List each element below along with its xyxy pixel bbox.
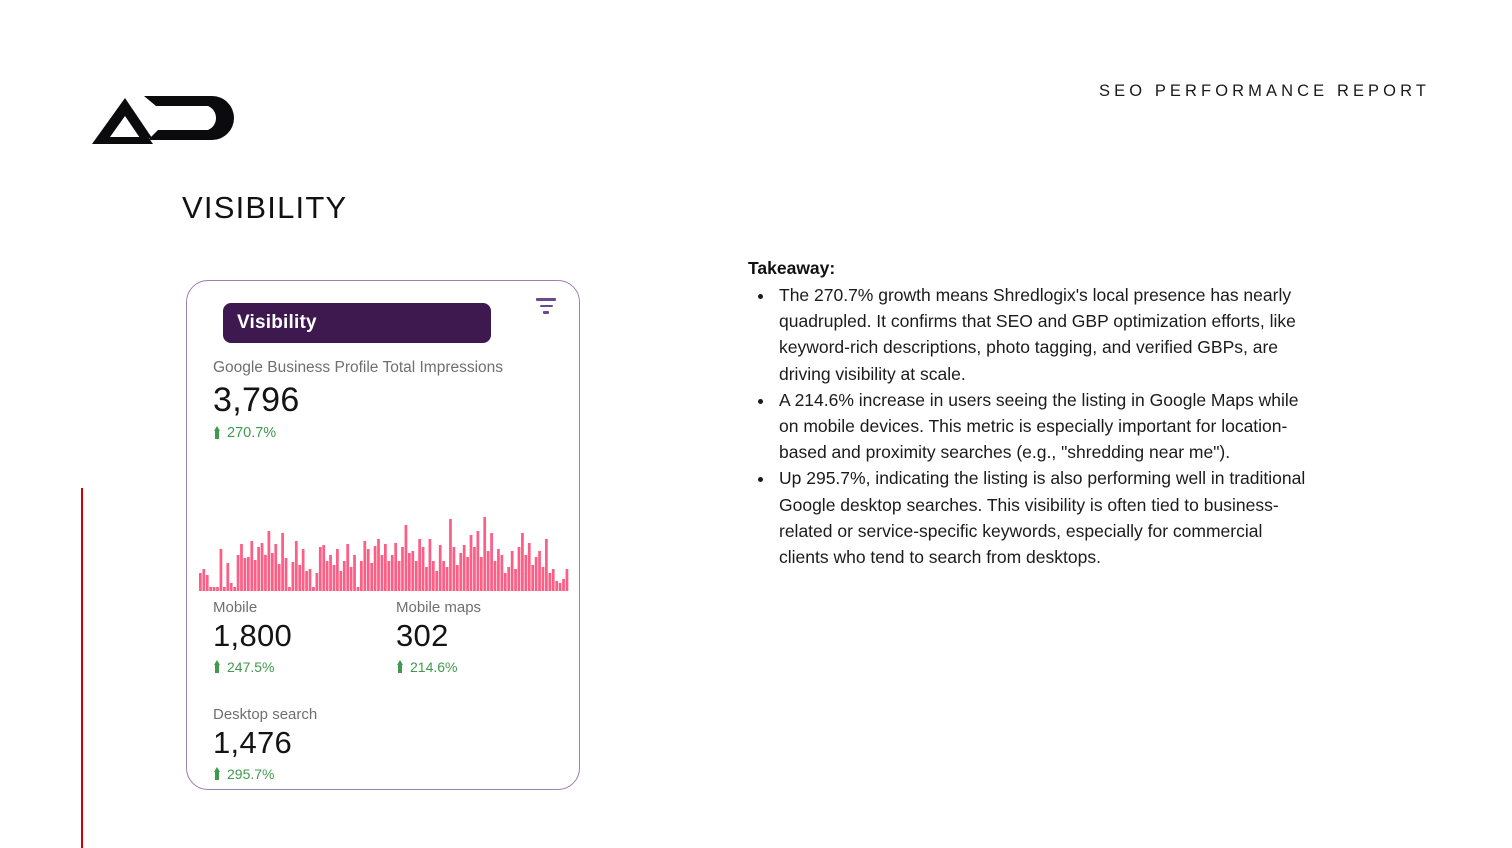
- page-title: VISIBILITY: [182, 190, 348, 225]
- sparkline-bar: [483, 517, 486, 591]
- sparkline-bar: [439, 545, 442, 591]
- sparkline-bar: [387, 561, 390, 591]
- sparkline-bar: [429, 539, 432, 591]
- sparkline-bar: [322, 545, 325, 591]
- sparkline-bar: [459, 553, 462, 591]
- sparkline-bar: [500, 555, 503, 591]
- sparkline-bar: [538, 551, 541, 591]
- sparkline-bar: [370, 563, 373, 591]
- sparkline-bar: [244, 558, 247, 591]
- report-kicker: SEO PERFORMANCE REPORT: [1098, 82, 1430, 100]
- sparkline-bar: [490, 533, 493, 591]
- filter-icon[interactable]: [535, 298, 557, 314]
- sparkline-bar: [315, 573, 318, 591]
- sub-metrics-grid: [213, 599, 553, 782]
- sparkline-bar: [374, 546, 377, 591]
- sparkline-bar: [377, 539, 380, 591]
- sparkline-bar: [278, 564, 281, 591]
- sparkline-bar: [425, 567, 428, 591]
- sparkline-bar: [394, 543, 397, 591]
- filter-icon-bar-middle: [540, 305, 553, 308]
- sparkline-bar: [367, 549, 370, 591]
- sparkline-bar: [480, 557, 483, 591]
- filter-icon-bar-top: [536, 298, 556, 301]
- card-title-badge: [223, 303, 491, 343]
- sparkline-bar: [542, 567, 545, 591]
- sparkline-bar: [415, 561, 418, 591]
- sparkline-bar: [288, 587, 291, 591]
- sparkline-bar: [274, 544, 277, 591]
- sparkline-bar: [473, 547, 476, 591]
- sparkline-bar: [199, 573, 202, 591]
- sparkline-bar: [398, 561, 401, 591]
- sub-metric-delta: [213, 766, 396, 782]
- sub-metric-delta: [213, 659, 396, 675]
- sparkline-bar: [566, 569, 569, 591]
- sparkline-bar: [528, 543, 531, 591]
- sparkline-bar: [507, 567, 510, 591]
- sparkline-bar: [302, 549, 305, 591]
- sub-metric-delta-value: 295.7%: [227, 765, 275, 782]
- sparkline-bar: [449, 519, 452, 591]
- sparkline-bar: [281, 533, 284, 591]
- sparkline-bar: [487, 551, 490, 591]
- primary-metric-label: Google Business Profile Total Impressions: [213, 359, 504, 376]
- takeaway-bullet: • A 214.6% increase in users seeing the listing in Google Maps while on mobile devices. This metric is especially important for location-based and proximity searches (e.g., "shredding near me").: [775, 387, 1308, 466]
- sparkline-bar: [230, 583, 233, 591]
- sparkline-bar: [233, 587, 236, 591]
- sparkline-bar: [442, 561, 445, 591]
- sparkline-bar: [240, 544, 243, 591]
- sub-metric-delta-value: 247.5%: [227, 658, 275, 675]
- sparkline-bar: [353, 555, 356, 591]
- sparkline-bar: [250, 541, 253, 591]
- sparkline-bar: [411, 551, 414, 591]
- sub-metric-label: Desktop search: [213, 705, 318, 723]
- sparkline-bar: [295, 541, 298, 591]
- sparkline-bar: [470, 535, 473, 591]
- visibility-metric-card: [186, 280, 580, 790]
- arrow-up-icon: [213, 767, 221, 780]
- sparkline-bar: [555, 581, 558, 591]
- sparkline-bar: [312, 587, 315, 591]
- sparkline-bar: [220, 549, 223, 591]
- sparkline-bar: [223, 587, 226, 591]
- sparkline-bar: [247, 557, 250, 591]
- sparkline-bar: [206, 575, 209, 591]
- sparkline-bar: [329, 555, 332, 591]
- takeaway-bullet: • Up 295.7%, indicating the listing is also performing well in traditional Google desktop searches. This visibility is often tied to business-related or service-specific keywords, especially for commercial clients who tend to search from desktops.: [775, 465, 1308, 570]
- sparkline-bar: [285, 558, 288, 591]
- sparkline-bar: [209, 587, 212, 591]
- sparkline-bar: [326, 561, 329, 591]
- sparkline-bar: [292, 562, 295, 591]
- sparkline-bar: [494, 561, 497, 591]
- ad-monogram-logo: [88, 92, 238, 148]
- arrow-up-icon: [213, 660, 221, 673]
- sparkline-bar: [548, 573, 551, 591]
- sparkline-bar: [264, 555, 267, 591]
- sparkline-bar: [446, 567, 449, 591]
- sparkline-bar: [514, 569, 517, 591]
- sparkline-bar: [237, 555, 240, 591]
- sparkline-bar: [216, 587, 219, 591]
- sub-metric: [396, 599, 553, 675]
- sparkline-bar: [271, 553, 274, 591]
- sparkline-bar: [213, 587, 216, 591]
- arrow-up-icon: [213, 426, 221, 439]
- sparkline-bar: [518, 547, 521, 591]
- sparkline-bar: [477, 531, 480, 591]
- accent-rule: [81, 488, 83, 848]
- sparkline-bar: [466, 557, 469, 591]
- primary-metric-delta: [213, 425, 553, 441]
- sparkline-bar: [357, 587, 360, 591]
- sparkline-bar: [562, 579, 565, 591]
- sparkline-bar: [401, 547, 404, 591]
- sub-metric-value: 302: [396, 618, 449, 653]
- sparkline-bar: [432, 561, 435, 591]
- sub-metric-label: Mobile maps: [396, 599, 482, 616]
- sparkline-bar: [521, 533, 524, 591]
- arrow-up-icon: [396, 660, 404, 673]
- primary-metric-value: 3,796: [213, 381, 300, 419]
- sparkline-bar: [268, 531, 271, 591]
- sparkline-bar: [453, 547, 456, 591]
- sparkline-bar: [391, 555, 394, 591]
- sparkline-bar: [298, 565, 301, 591]
- sparkline-bar: [435, 571, 438, 591]
- sparkline-bar: [346, 544, 349, 591]
- sub-metric-delta: [396, 659, 553, 675]
- sparkline-bar: [511, 551, 514, 591]
- sparkline-bar: [463, 545, 466, 591]
- takeaway-bullet: • The 270.7% growth means Shredlogix's local presence has nearly quadrupled. It confirms that SEO and GBP optimization efforts, like keyword-rich descriptions, photo tagging, and verified GBPs, are driving visibility at scale.: [775, 282, 1308, 387]
- sparkline-bar: [350, 567, 353, 591]
- sub-metric-value: 1,800: [213, 618, 293, 653]
- sparkline-bar: [545, 539, 548, 591]
- sparkline-bar: [456, 565, 459, 591]
- sparkline-bar: [504, 573, 507, 591]
- sub-metric-label: Mobile: [213, 599, 258, 616]
- sparkline-bar: [363, 541, 366, 591]
- sparkline-bar: [257, 547, 260, 591]
- sparkline-bar: [333, 565, 336, 591]
- sparkline-bar: [343, 561, 346, 591]
- filter-icon-bar-bottom: [543, 311, 549, 314]
- sub-metric: [213, 599, 396, 675]
- sparkline-bar: [305, 571, 308, 591]
- sparkline-bar: [524, 555, 527, 591]
- sparkline-bar: [319, 547, 322, 591]
- sparkline-bar: [226, 563, 229, 591]
- sparkline-bar: [360, 561, 363, 591]
- sparkline-bar: [339, 571, 342, 591]
- sparkline-bar: [261, 543, 264, 591]
- sparkline-bar: [381, 555, 384, 591]
- card-title-label: Visibility: [237, 312, 317, 333]
- impressions-sparkline-chart: [199, 491, 569, 591]
- sparkline-bar: [336, 549, 339, 591]
- sub-metric-value: 1,476: [213, 724, 293, 760]
- primary-metric: [213, 359, 553, 441]
- sparkline-bar: [535, 557, 538, 591]
- sparkline-bar: [405, 525, 408, 591]
- sub-metric-delta-value: 214.6%: [410, 658, 458, 675]
- sparkline-bar: [384, 544, 387, 591]
- sparkline-bar: [422, 547, 425, 591]
- sparkline-bar: [552, 569, 555, 591]
- takeaway-title: Takeaway:: [748, 258, 836, 278]
- sparkline-bar: [408, 553, 411, 591]
- sparkline-bar: [202, 569, 205, 591]
- takeaway-bullet-list: [748, 282, 1308, 570]
- sparkline-bar: [418, 539, 421, 591]
- primary-metric-delta-value: 270.7%: [227, 424, 277, 441]
- sparkline-bar: [531, 565, 534, 591]
- sparkline-bar: [497, 549, 500, 591]
- sparkline-bar: [309, 569, 312, 591]
- sparkline-bar: [559, 583, 562, 591]
- sparkline-bar: [254, 560, 257, 591]
- takeaway-panel: [748, 258, 1308, 570]
- sub-metric: [213, 706, 396, 782]
